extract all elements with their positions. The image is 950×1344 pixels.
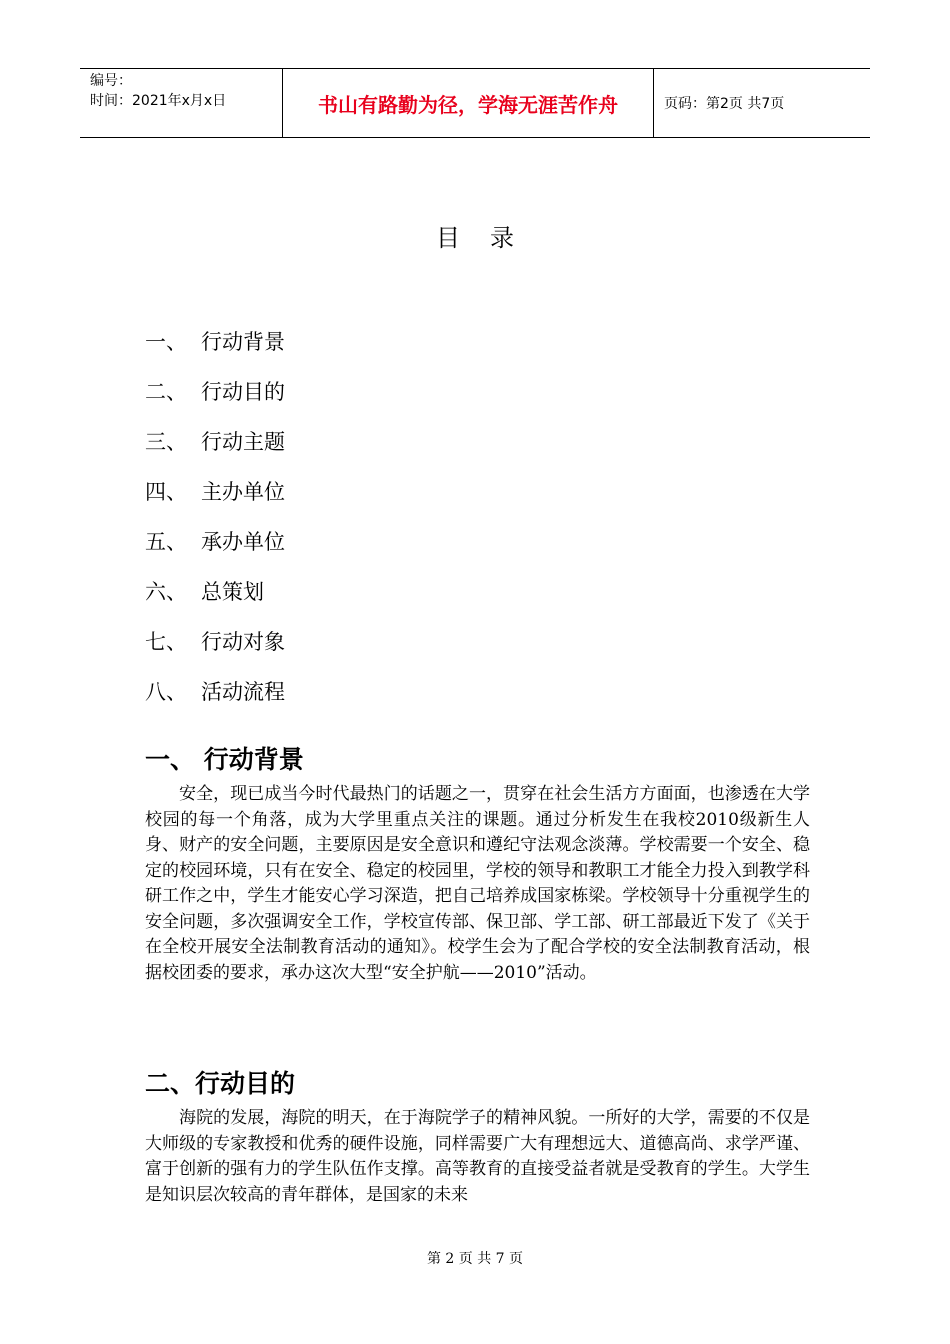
toc-item-label: 承办单位	[201, 530, 285, 554]
toc-item-number: 八、	[145, 680, 187, 704]
toc-list	[145, 316, 285, 716]
toc-item	[145, 566, 285, 616]
toc-item	[145, 666, 285, 716]
serial-label: 编号：	[90, 73, 132, 89]
toc-item-label: 行动主题	[201, 430, 285, 454]
section-body-purpose-text: 海院的发展，海院的明天，在于海院学子的精神风貌。一所好的大学，需要的不仅是大师级的专家教授和优秀的硬件设施，同样需要广大有理想远大、道德高尚、求学严谨、富于创新的强有力的学生队伍作支撑。高等教育的直接受益者就是受教育的学生。大学生是知识层次较高的青年群体，是国家的未来	[145, 1108, 810, 1205]
toc-item	[145, 516, 285, 566]
page-header	[80, 68, 870, 138]
toc-item	[145, 416, 285, 466]
time-label: 时间：2021年x月x日	[90, 93, 227, 109]
toc-item-label: 活动流程	[201, 680, 285, 704]
toc-item-number: 四、	[145, 480, 187, 504]
toc-item	[145, 316, 285, 366]
section-body-background	[145, 782, 810, 986]
header-page-cell	[654, 69, 870, 137]
toc-item	[145, 616, 285, 666]
toc-item-number: 七、	[145, 630, 187, 654]
page-footer: 第 2 页 共 7 页	[426, 1251, 524, 1267]
toc-item-number: 一、	[145, 330, 187, 354]
toc-item-label: 主办单位	[201, 480, 285, 504]
toc-item-label: 行动对象	[201, 630, 285, 654]
toc-item-number: 五、	[145, 530, 187, 554]
toc-item	[145, 366, 285, 416]
section-heading-background: 一、 行动背景	[145, 745, 304, 774]
section-body-purpose	[145, 1106, 810, 1208]
toc-title: 目录	[436, 224, 544, 252]
toc-item-number: 二、	[145, 380, 187, 404]
toc-item-number: 三、	[145, 430, 187, 454]
toc-item	[145, 466, 285, 516]
header-meta	[80, 69, 282, 137]
toc-item-label: 行动目的	[201, 380, 285, 404]
section-body-background-text: 安全，现已成当今时代最热门的话题之一，贯穿在社会生活方方面面，也渗透在大学校园的每一个角落，成为大学里重点关注的课题。通过分析发生在我校2010级新生人身、财产的安全问题，主要原因是安全意识和遵纪守法观念淡薄。学校需要一个安全、稳定的校园环境，只有在安全、稳定的校园里，学校的领导和教职工才能全力投入到教学科研工作之中，学生才能安心学习深造，把自己培养成国家栋梁。学校领导十分重视学生的安全问题，多次强调安全工作，学校宣传部、保卫部、学工部、研工部最近下发了《关于在全校开展安全法制教育活动的通知》。校学生会为了配合学校的安全法制教育活动，根据校团委的要求，承办这次大型“安全护航——2010”活动。	[145, 784, 810, 983]
header-motto: 书山有路勤为径，学海无涯苦作舟	[318, 92, 618, 117]
toc-item-label: 总策划	[201, 580, 264, 604]
section-heading-purpose: 二、行动目的	[145, 1069, 296, 1098]
toc-item-number: 六、	[145, 580, 187, 604]
toc-item-label: 行动背景	[201, 330, 285, 354]
header-motto-cell	[282, 69, 654, 137]
header-page-label: 页码：第2页 共7页	[664, 96, 785, 112]
